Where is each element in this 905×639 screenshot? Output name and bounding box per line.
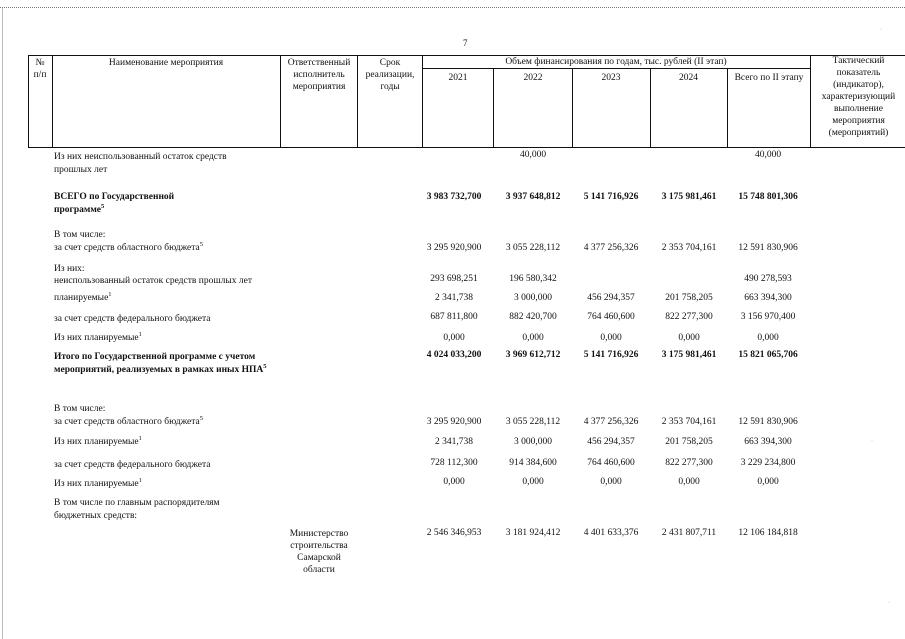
value-2023: 0,000 (600, 477, 622, 487)
header-col-name: Наименование мероприятия (108, 58, 224, 68)
col-border (493, 68, 494, 148)
value-total: 15 748 801,306 (738, 192, 798, 202)
value-2023: 456 294,357 (587, 437, 635, 447)
header-col-funding: Объем финансирования по годам, тыс. рублей (II этап) (505, 57, 727, 67)
header-col-term: Срок реализации, годы (365, 58, 415, 92)
value-2022: 914 384,600 (509, 458, 557, 468)
value-2023: 5 141 716,926 (583, 350, 639, 360)
row-label: Из них: (54, 264, 85, 274)
value-2022: 196 580,342 (509, 274, 557, 284)
value-2024: 0,000 (678, 477, 700, 487)
row-label: В том числе: (54, 230, 106, 240)
header-col-executor: Ответственный исполнитель мероприятия (287, 58, 351, 92)
value-total: 3 229 234,800 (740, 458, 796, 468)
value-2023: 456 294,357 (587, 293, 635, 303)
row-label: планируемые$^1$ (54, 290, 112, 303)
value-2023: 5 141 716,926 (583, 192, 639, 202)
header-year-2021: 2021 (448, 73, 468, 83)
value-total: 0,000 (757, 477, 779, 487)
value-2024: 2 353 704,161 (661, 243, 717, 253)
value-2023: 4 401 633,376 (583, 528, 639, 538)
value-2021: 2 546 346,953 (426, 528, 482, 538)
value-2022: 3 937 648,812 (505, 192, 561, 202)
value-2021: 293 698,251 (430, 274, 478, 284)
value-2021: 3 295 920,900 (426, 243, 482, 253)
value-2021: 3 295 920,900 (426, 417, 482, 427)
header-year-2022: 2022 (523, 73, 543, 83)
row-label: Из них неиспользованный остаток средств прошлых лет (54, 152, 227, 175)
row-label: Из них планируемые$^1$ (54, 330, 142, 343)
value-total: 3 156 970,400 (740, 312, 796, 322)
row-label: В том числе по главным распорядителям бюджетных средств: (54, 498, 220, 521)
value-total: 12 591 830,906 (738, 243, 798, 253)
value-total: 12 106 184,818 (738, 528, 798, 538)
value-2022: 3 055 228,112 (505, 417, 561, 427)
value-2021: 2 341,738 (435, 437, 473, 447)
value-2023: 4 377 256,326 (583, 417, 639, 427)
header-bottom-line (28, 147, 905, 148)
value-2021: 728 112,300 (430, 458, 478, 468)
funding-split-line (422, 68, 810, 69)
header-year-2023: 2023 (601, 73, 621, 83)
row-label: ВСЕГО по Государственной программе$^5$ (54, 192, 175, 215)
value-2023: 4 377 256,326 (583, 243, 639, 253)
col-border (422, 55, 423, 148)
row-label: за счет средств федерального бюджета (54, 460, 211, 470)
value-2021: 4 024 033,200 (426, 350, 482, 360)
row-label: за счет средств федерального бюджета (54, 314, 211, 324)
value-2022: 3 055 228,112 (505, 243, 561, 253)
header-col-num: № п/п (33, 58, 47, 80)
value-total: 0,000 (757, 333, 779, 343)
value-2024: 3 175 981,461 (661, 350, 717, 360)
value-total: 663 394,300 (744, 437, 792, 447)
row-label: неиспользованный остаток средств прошлых лет (54, 276, 253, 286)
value-2022: 882 420,700 (509, 312, 557, 322)
row-label: Из них планируемые$^1$ (54, 434, 142, 447)
value-2022: 40,000 (519, 150, 547, 160)
value-total: 40,000 (754, 150, 782, 160)
col-border (52, 55, 53, 148)
value-total: 15 821 065,706 (738, 350, 798, 360)
value-2024: 3 175 981,461 (661, 192, 717, 202)
value-2023: 0,000 (600, 333, 622, 343)
value-2024: 201 758,205 (665, 293, 713, 303)
row-label: Из них планируемые$^1$ (54, 476, 142, 489)
value-2024: 822 277,300 (665, 312, 713, 322)
value-2024: 822 277,300 (665, 458, 713, 468)
value-2021: 0,000 (443, 477, 465, 487)
value-total: 663 394,300 (744, 293, 792, 303)
value-2022: 3 000,000 (514, 437, 552, 447)
col-border (280, 55, 281, 148)
page-number: 7 (463, 38, 468, 48)
value-2024: 201 758,205 (665, 437, 713, 447)
value-2021: 0,000 (443, 333, 465, 343)
header-col-indicator: Тактический показатель (индикатор), характеризующий выполнение мероприятия (мероприятий) (821, 56, 896, 138)
row-label: В том числе: (54, 404, 106, 414)
scan-left-edge (2, 8, 3, 639)
value-2023: 764 460,600 (587, 458, 635, 468)
scan-speck: · (888, 600, 890, 606)
scan-speck: · (880, 27, 882, 33)
row-label: за счет средств областного бюджета$^5$ (54, 414, 203, 427)
value-total: 12 591 830,906 (738, 417, 798, 427)
value-2021: 2 341,738 (435, 293, 473, 303)
row-label: Итого по Государственной программе с учетом мероприятий, реализуемых в рамках иных НПА$^5$ (54, 352, 267, 375)
value-2022: 3 969 612,712 (505, 350, 561, 360)
value-2024: 0,000 (678, 333, 700, 343)
ministry-name: Министерство строительства Самарской области (289, 529, 349, 575)
value-2021: 3 983 732,700 (426, 192, 482, 202)
header-total: Всего по II этапу (734, 73, 804, 83)
value-2024: 2 431 807,711 (661, 528, 717, 538)
value-total: 490 278,593 (744, 274, 792, 284)
value-2022: 3 181 924,412 (505, 528, 561, 538)
row-label: за счет средств областного бюджета$^5$ (54, 240, 203, 253)
col-border (810, 55, 811, 148)
value-2023: 764 460,600 (587, 312, 635, 322)
header-year-2024: 2024 (679, 73, 698, 83)
value-2022: 0,000 (522, 477, 544, 487)
scan-top-edge (0, 7, 905, 8)
value-2021: 687 811,800 (430, 312, 478, 322)
value-2022: 0,000 (522, 333, 544, 343)
value-2024: 2 353 704,161 (661, 417, 717, 427)
value-2022: 3 000,000 (514, 293, 552, 303)
scan-speck: · (871, 438, 873, 444)
